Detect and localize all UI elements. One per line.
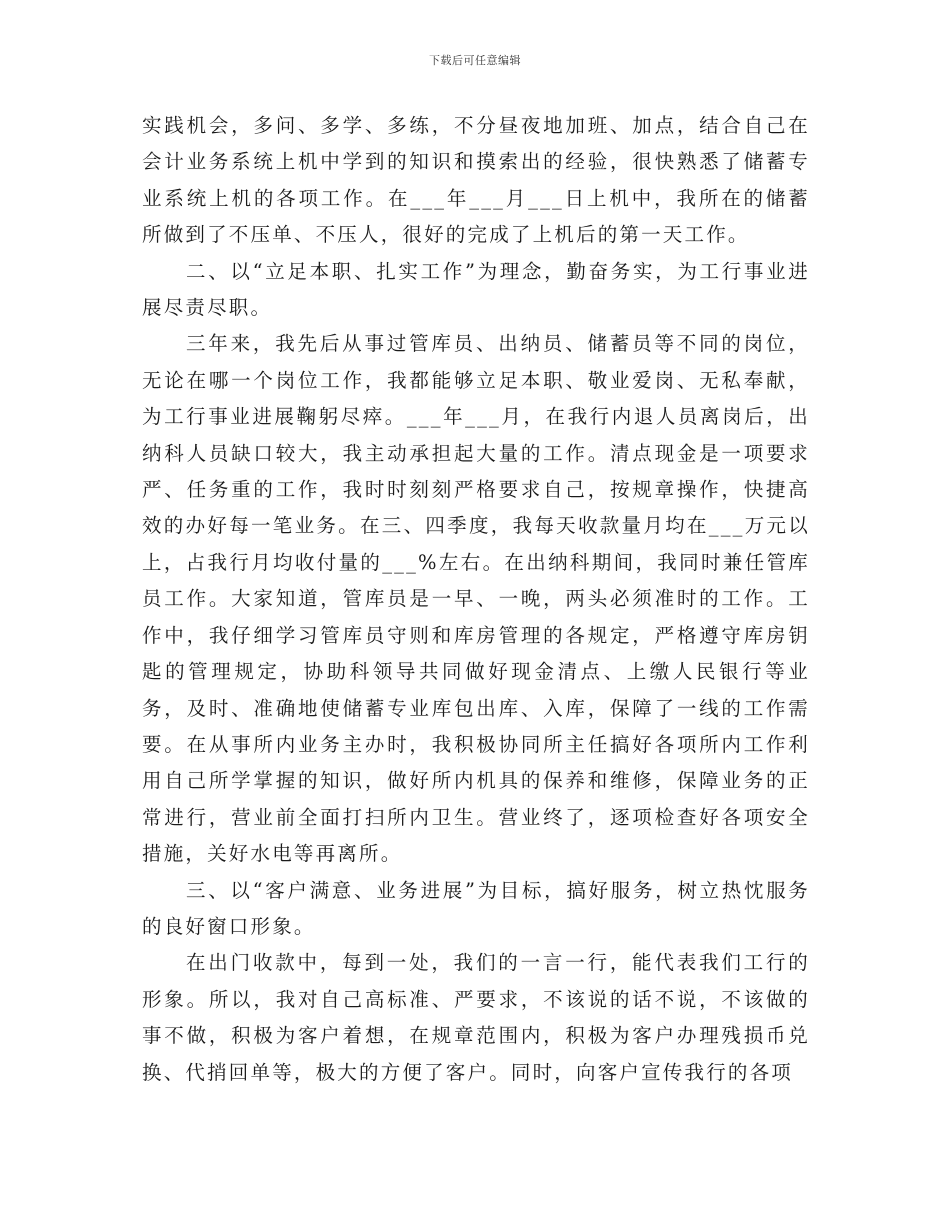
paragraph-continuation: 实践机会，多问、多学、多练，不分昼夜地加班、加点，结合自己在会计业务系统上机中学到的知识和摸索出的经验，很快熟悉了储蓄专业系统上机的各项工作。在___年___月___日上机中，我所在的储蓄所做到了不压单、不压人，很好的完成了上机后的第一天工作。 xyxy=(142,114,810,247)
page-header: 下载后可任意编辑 xyxy=(429,54,521,67)
section-heading-three: 三、以“客户满意、业务进展”为目标，搞好服务，树立热忱服务的良好窗口形象。 xyxy=(142,878,810,938)
paragraph-three-years: 三年来，我先后从事过管库员、出纳员、储蓄员等不同的岗位，无论在哪一个岗位工作，我都能够立足本职、敬业爱岗、无私奉献，为工行事业进展鞠躬尽瘁。___年___月，在我行内退人员离岗后，出纳科人员缺口较大，我主动承担起大量的工作。清点现金是一项要求严、任务重的工作，我时时刻刻严格要求自己，按规章操作，快捷高效的办好每一笔业务。在三、四季度，我每天收款量月均在___万元以上，占我行月均收付量的___%左右。在出纳科期间，我同时兼任管库员工作。大家知道，管库员是一早、一晚，两头必须准时的工作。工作中，我仔细学习管库员守则和库房管理的各规定，严格遵守库房钥匙的管理规定，协助科领导共同做好现金清点、上缴人民银行等业务，及时、准确地使储蓄专业库包出库、入库，保障了一线的工作需要。在从事所内业务主办时，我积极协同所主任搞好各项所内工作利用自己所学掌握的知识，做好所内机具的保养和维修，保障业务的正常进行，营业前全面打扫所内卫生。营业终了，逐项检查好各项安全措施，关好水电等再离所。 xyxy=(142,332,810,866)
document-body xyxy=(142,108,810,1091)
paragraph-service: 在出门收款中，每到一处，我们的一言一行，能代表我们工行的形象。所以，我对自己高标准、严要求，不该说的话不说，不该做的事不做，积极为客户着想，在规章范围内，积极为客户办理残损币兑换、代捎回单等，极大的方便了客户。同时，向客户宣传我行的各项 xyxy=(142,951,810,1084)
section-heading-two: 二、以“立足本职、扎实工作”为理念，勤奋务实，为工行事业进展尽责尽职。 xyxy=(142,259,810,320)
